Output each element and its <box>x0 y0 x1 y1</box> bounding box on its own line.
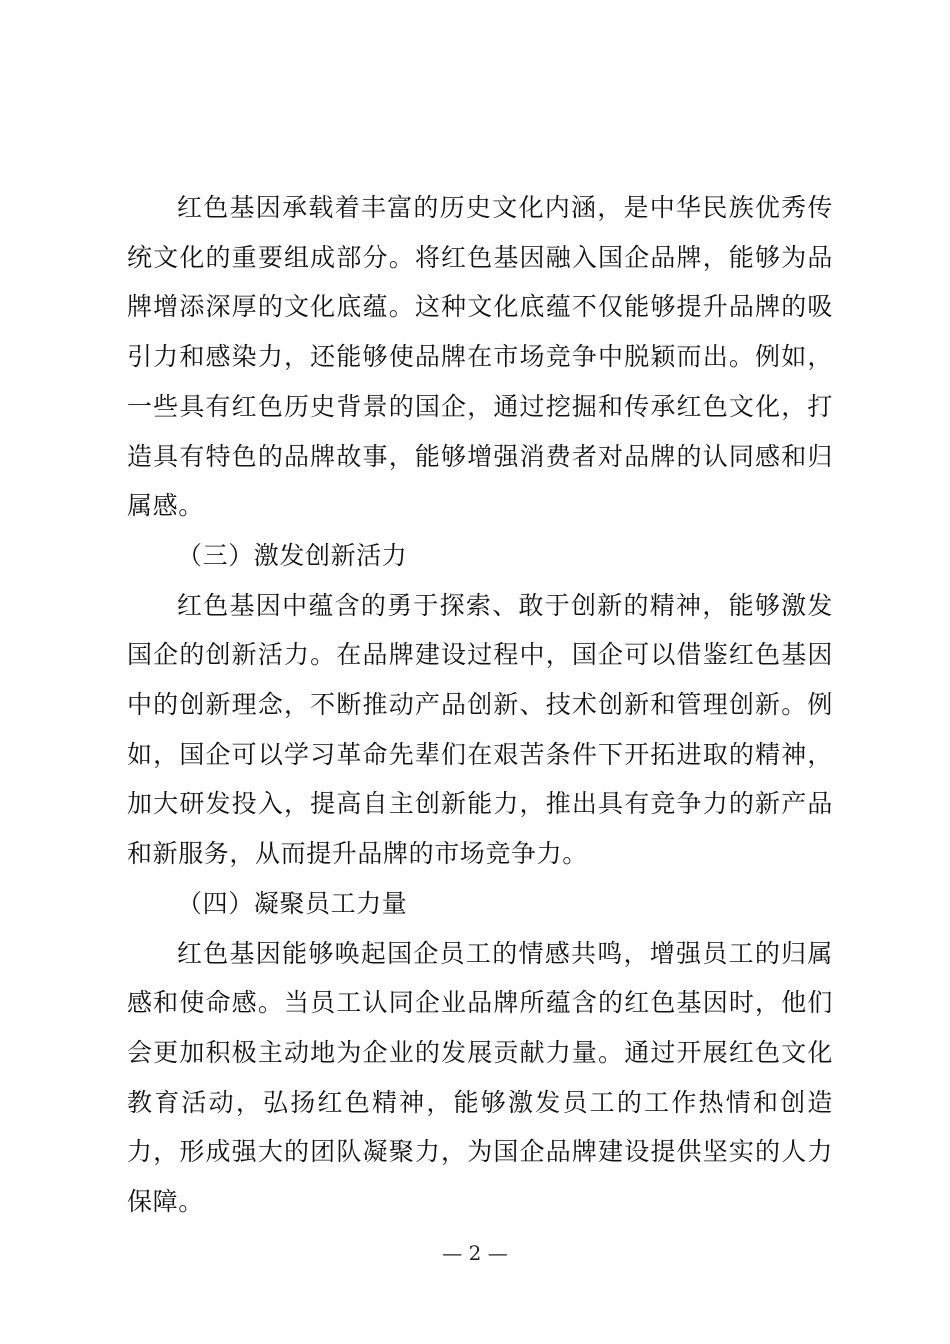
page-number: — 2 — <box>442 1241 508 1265</box>
section-heading-employees: （四）凝聚员工力量 <box>177 888 408 918</box>
section-heading-innovation: （三）激发创新活力 <box>177 540 408 570</box>
document-body <box>127 183 833 1227</box>
paragraph-employees: 红色基因能够唤起国企员工的情感共鸣，增强员工的归属感和使命感。当员工认同企业品牌所蕴含的红色基因时，他们会更加积极主动地为企业的发展贡献力量。通过开展红色文化教育活动，弘扬红色精神，能够激发员工的工作热情和创造力，形成强大的团队凝聚力，为国企品牌建设提供坚实的人力保障。 <box>127 938 833 1217</box>
paragraph-innovation: 红色基因中蕴含的勇于探索、敢于创新的精神，能够激发国企的创新活力。在品牌建设过程中，国企可以借鉴红色基因中的创新理念，不断推动产品创新、技术创新和管理创新。例如，国企可以学习革命先辈们在艰苦条件下开拓进取的精神，加大研发投入，提高自主创新能力，推出具有竞争力的新产品和新服务，从而提升品牌的市场竞争力。 <box>127 590 833 869</box>
paragraph-red-gene-culture: 红色基因承载着丰富的历史文化内涵，是中华民族优秀传统文化的重要组成部分。将红色基因融入国企品牌，能够为品牌增添深厚的文化底蕴。这种文化底蕴不仅能够提升品牌的吸引力和感染力，还能够使品牌在市场竞争中脱颖而出。例如，一些具有红色历史背景的国企，通过挖掘和传承红色文化，打造具有特色的品牌故事，能够增强消费者对品牌的认同感和归属感。 <box>127 193 833 521</box>
